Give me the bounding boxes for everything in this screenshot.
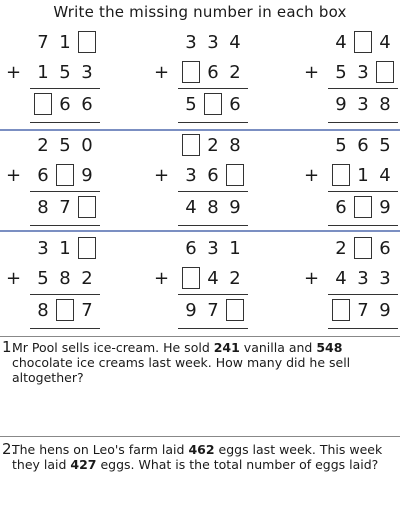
answer-line: [328, 88, 398, 89]
answer-line: [328, 328, 398, 329]
missing-digit-box[interactable]: [226, 299, 244, 321]
plus-sign: +: [6, 62, 22, 83]
answer-line: [328, 122, 398, 123]
digit: 6: [207, 62, 219, 83]
problem-row-bottom: [6, 298, 118, 324]
digit: 3: [357, 268, 369, 289]
missing-digit-box[interactable]: [56, 299, 74, 321]
digit: 7: [81, 300, 93, 321]
answer-line: [178, 294, 248, 295]
digit: 9: [335, 94, 347, 115]
digit: 6: [229, 94, 241, 115]
digit: 1: [59, 238, 71, 259]
problem-row-top: [6, 30, 118, 56]
plus-sign: +: [6, 165, 22, 186]
digit: 5: [59, 135, 71, 156]
answer-line: [328, 225, 398, 226]
answer-line: [178, 328, 248, 329]
digit: 9: [379, 197, 391, 218]
digit: 4: [379, 165, 391, 186]
divider: [0, 436, 400, 437]
answer-line: [30, 122, 100, 123]
answer-line: [178, 88, 248, 89]
digit: 2: [229, 62, 241, 83]
digit: 1: [357, 165, 369, 186]
digit: 8: [59, 268, 71, 289]
digit: 8: [37, 197, 49, 218]
missing-digit-box[interactable]: [34, 93, 52, 115]
missing-digit-box[interactable]: [182, 267, 200, 289]
digit: 5: [37, 268, 49, 289]
digit: 2: [81, 268, 93, 289]
plus-sign: +: [154, 165, 170, 186]
digit: 2: [37, 135, 49, 156]
word-problem-text: The hens on Leo's farm laid 462 eggs last week. This week they laid 427 eggs. What is the total number of eggs laid?: [12, 442, 383, 472]
problem-row-bottom: [154, 298, 266, 324]
digit: 7: [207, 300, 219, 321]
missing-digit-box[interactable]: [78, 31, 96, 53]
problem-row-top: [6, 236, 118, 262]
digit: 0: [81, 135, 93, 156]
digit: 3: [357, 94, 369, 115]
problem-row-bottom: [304, 92, 400, 118]
digit: 3: [379, 268, 391, 289]
digit: 7: [59, 197, 71, 218]
digit: 9: [81, 165, 93, 186]
digit: 7: [37, 32, 49, 53]
plus-sign: +: [304, 165, 320, 186]
missing-digit-box[interactable]: [182, 134, 200, 156]
digit: 5: [59, 62, 71, 83]
problem-row-mid: [6, 266, 118, 292]
word-problem-number: 1.: [2, 338, 17, 356]
digit: 3: [81, 62, 93, 83]
problem-row-top: [304, 133, 400, 159]
answer-line: [30, 88, 100, 89]
problem-row-bottom: [6, 195, 118, 221]
problem-row-bottom: [304, 195, 400, 221]
digit: 5: [379, 135, 391, 156]
word-problem-text: Mr Pool sells ice-cream. He sold 241 vanilla and 548 chocolate ice creams last week. How many did he sell altogether?: [12, 340, 351, 385]
digit: 6: [37, 165, 49, 186]
problem-row-top: [304, 236, 400, 262]
digit: 9: [379, 300, 391, 321]
problem-row-bottom: [154, 195, 266, 221]
digit: 2: [229, 268, 241, 289]
missing-digit-box[interactable]: [332, 164, 350, 186]
digit: 5: [335, 135, 347, 156]
missing-digit-box[interactable]: [78, 196, 96, 218]
problem-row-top: [154, 30, 266, 56]
problem-row-top: [6, 133, 118, 159]
digit: 6: [357, 135, 369, 156]
problem-row-mid: [304, 163, 400, 189]
digit: 8: [379, 94, 391, 115]
digit: 4: [185, 197, 197, 218]
plus-sign: +: [304, 62, 320, 83]
digit: 6: [207, 165, 219, 186]
digit: 8: [37, 300, 49, 321]
missing-digit-box[interactable]: [182, 61, 200, 83]
plus-sign: +: [154, 268, 170, 289]
problem-row-mid: [304, 266, 400, 292]
answer-line: [30, 191, 100, 192]
digit: 1: [229, 238, 241, 259]
missing-digit-box[interactable]: [204, 93, 222, 115]
digit: 2: [207, 135, 219, 156]
digit: 4: [229, 32, 241, 53]
plus-sign: +: [304, 268, 320, 289]
digit: 3: [357, 62, 369, 83]
answer-line: [178, 225, 248, 226]
missing-digit-box[interactable]: [354, 31, 372, 53]
digit: 3: [185, 165, 197, 186]
answer-line: [328, 294, 398, 295]
answer-line: [178, 191, 248, 192]
problem-row-mid: [154, 163, 266, 189]
missing-digit-box[interactable]: [332, 299, 350, 321]
missing-digit-box[interactable]: [376, 61, 394, 83]
digit: 3: [207, 238, 219, 259]
answer-line: [30, 225, 100, 226]
answer-line: [30, 294, 100, 295]
problem-row-mid: [154, 266, 266, 292]
answer-line: [30, 328, 100, 329]
digit: 6: [59, 94, 71, 115]
digit: 6: [81, 94, 93, 115]
problem-row-bottom: [6, 92, 118, 118]
digit: 1: [59, 32, 71, 53]
digit: 5: [185, 94, 197, 115]
problem-row-mid: [154, 60, 266, 86]
problem-row-top: [154, 236, 266, 262]
problem-row-top: [304, 30, 400, 56]
problem-row-bottom: [154, 92, 266, 118]
digit: 8: [229, 135, 241, 156]
page-title: Write the missing number in each box: [53, 3, 347, 21]
digit: 4: [335, 268, 347, 289]
problem-row-mid: [6, 60, 118, 86]
problem-row-top: [154, 133, 266, 159]
row-separator: [0, 129, 400, 131]
problem-row-mid: [304, 60, 400, 86]
word-problem-number: 2.: [2, 440, 17, 458]
answer-line: [328, 191, 398, 192]
digit: 2: [335, 238, 347, 259]
answer-line: [178, 122, 248, 123]
digit: 3: [207, 32, 219, 53]
digit: 3: [37, 238, 49, 259]
digit: 5: [335, 62, 347, 83]
digit: 6: [379, 238, 391, 259]
problem-row-mid: [6, 163, 118, 189]
digit: 6: [335, 197, 347, 218]
missing-digit-box[interactable]: [226, 164, 244, 186]
problem-row-bottom: [304, 298, 400, 324]
missing-digit-box[interactable]: [78, 237, 96, 259]
plus-sign: +: [154, 62, 170, 83]
digit: 6: [185, 238, 197, 259]
missing-digit-box[interactable]: [354, 237, 372, 259]
divider: [0, 336, 400, 337]
digit: 9: [185, 300, 197, 321]
digit: 4: [335, 32, 347, 53]
digit: 8: [207, 197, 219, 218]
plus-sign: +: [6, 268, 22, 289]
row-separator: [0, 230, 400, 232]
digit: 4: [207, 268, 219, 289]
digit: 7: [357, 300, 369, 321]
digit: 3: [185, 32, 197, 53]
missing-digit-box[interactable]: [56, 164, 74, 186]
missing-digit-box[interactable]: [354, 196, 372, 218]
digit: 9: [229, 197, 241, 218]
digit: 1: [37, 62, 49, 83]
digit: 4: [379, 32, 391, 53]
